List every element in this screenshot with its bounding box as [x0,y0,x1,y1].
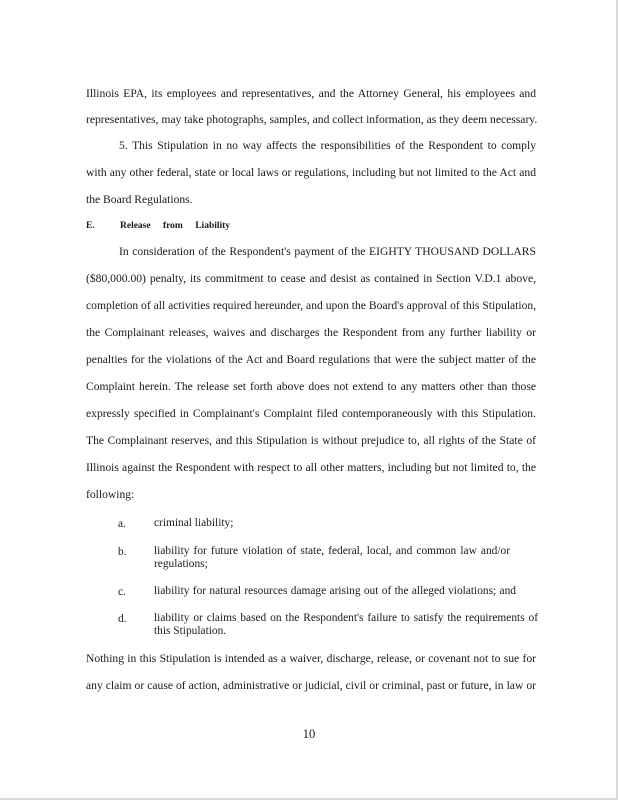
body-line: In consideration of the Respondent's payment of the EIGHTY THOUSAND DOLLARS [119,245,536,258]
section-title: Release from Liability [120,221,231,231]
body-line: following: [86,488,135,501]
paragraph-5-line: 5. This Stipulation in no way affects the responsibilities of the Respondent to comply [119,139,536,152]
body-line: completion of all activities required hereunder, and upon the Board's approval of this Stipulation, [86,299,537,312]
body-line: ($80,000.00) penalty, its commitment to cease and desist as contained in Section V.D.1 above, [86,272,536,285]
list-item-line: this Stipulation. [154,625,227,637]
body-line: expressly specified in Complainant's Complaint filed contemporaneously with this Stipulation. [86,407,536,420]
text-line: representatives, may take photographs, samples, and collect information, as they deem necessary. [86,113,538,126]
list-item-line: criminal liability; [154,517,234,529]
text-line: Illinois EPA, its employees and representatives, and the Attorney General, his employees and [86,87,536,100]
list-item [154,612,538,638]
list-item-line: liability for natural resources damage arising out of the alleged violations; and [154,585,516,597]
list-item [154,545,510,571]
list-item-letter: a. [118,518,126,530]
body-line: Complaint herein. The release set forth above does not extend to any matters other than those [86,380,536,393]
closing-line: Nothing in this Stipulation is intended as a waiver, discharge, release, or covenant not to sue for [86,652,536,665]
page-number: 10 [302,727,316,741]
body-line: penalties for the violations of the Act and Board regulations that were the subject matter of the [86,353,536,366]
list-item-letter: d. [118,613,127,625]
list-item-line: liability for future violation of state, federal, local, and common law and/or [154,545,510,557]
text-line: with any other federal, state or local laws or regulations, including but not limited to the Act and [86,166,536,179]
section-letter: E. [86,221,95,231]
body-line: Illinois against the Respondent with respect to all other matters, including but not limited to, the [86,461,536,474]
list-item-line: liability or claims based on the Respondent's failure to satisfy the requirements of [154,612,538,624]
list-item-letter: c. [118,586,126,598]
list-item [154,517,538,530]
list-item-line: regulations; [154,558,208,570]
list-item [154,585,516,598]
list-item-letter: b. [118,546,127,558]
text-line: the Board Regulations. [86,193,193,206]
closing-line: any claim or cause of action, administrative or judicial, civil or criminal, past or future, in law or [86,679,536,692]
body-line: The Complainant reserves, and this Stipulation is without prejudice to, all rights of the State of [86,434,536,447]
body-line: the Complainant releases, waives and discharges the Respondent from any further liability or [86,326,536,339]
section-heading [86,220,230,232]
